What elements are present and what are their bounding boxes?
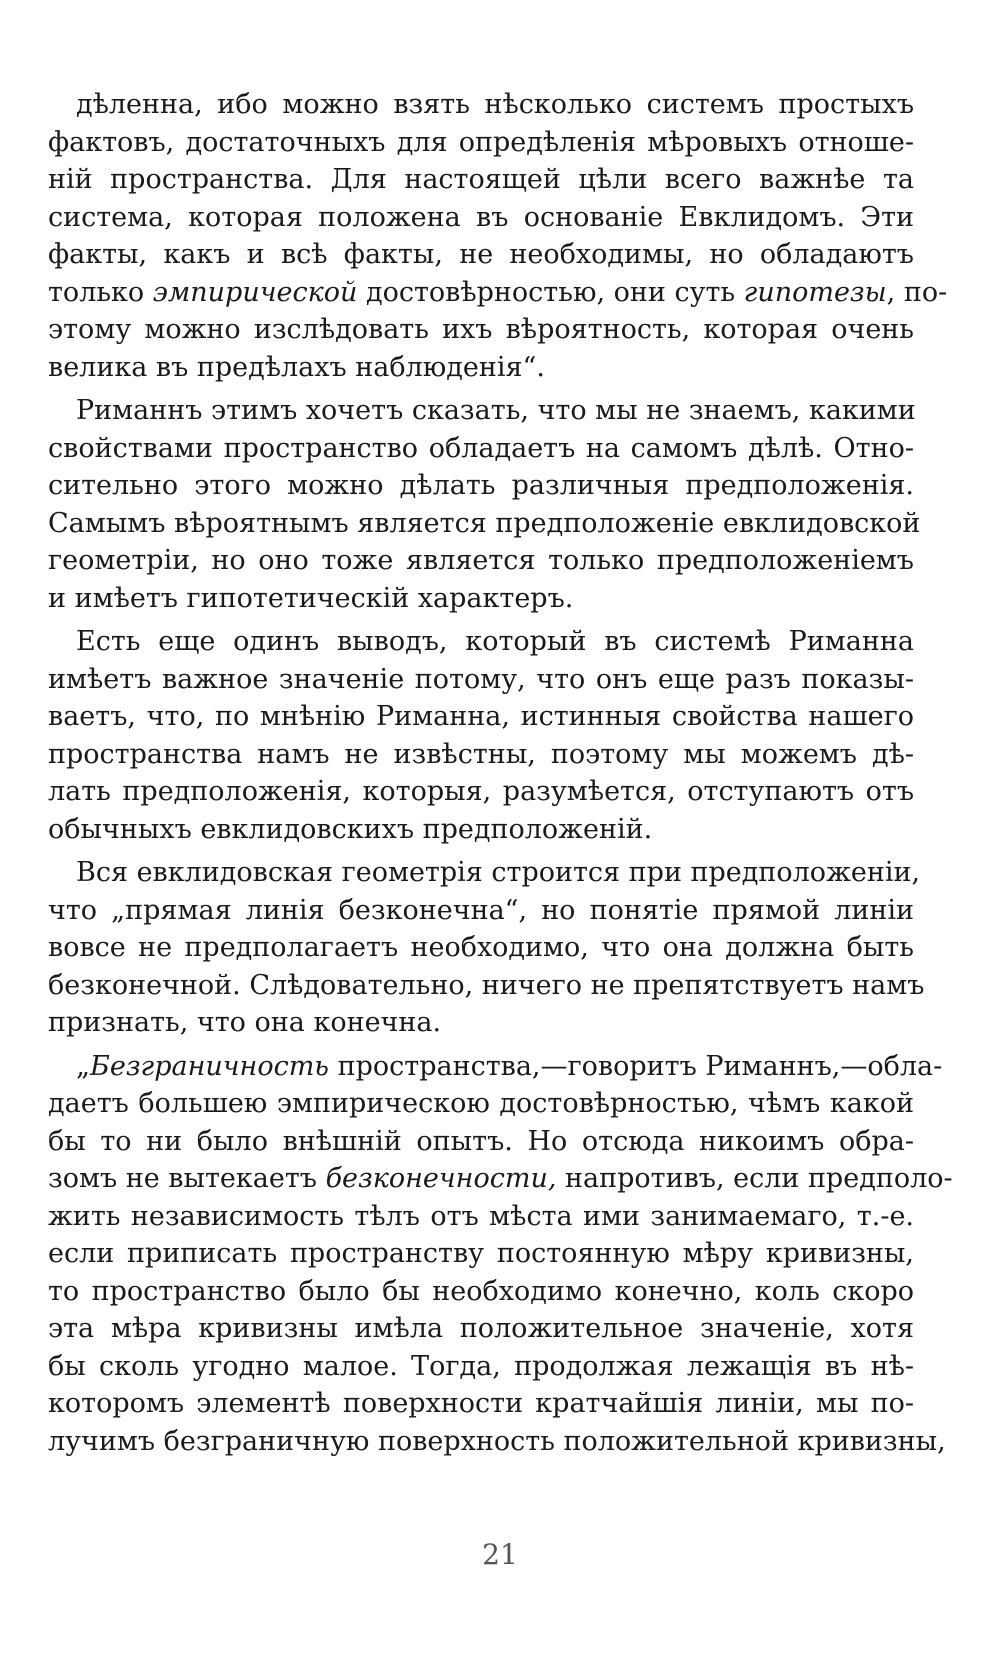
text-line: которомъ элементѣ поверхности кратчайшія линіи, мы по- bbox=[48, 1388, 914, 1419]
page-number: 21 bbox=[482, 1538, 518, 1571]
text-line: если приписать пространству постоянную мѣру кривизны, bbox=[48, 1238, 914, 1269]
text-line: эта мѣра кривизны имѣла положительное значеніе, хотя bbox=[48, 1313, 914, 1344]
text-line: жить независимость тѣлъ отъ мѣста ими занимаемаго, т.-е. bbox=[48, 1200, 914, 1232]
text-line: даетъ большею эмпирическою достовѣрностью, чѣмъ какой bbox=[48, 1088, 914, 1119]
text-line: Риманнъ этимъ хочетъ сказать, что мы не знаемъ, какими bbox=[76, 395, 916, 426]
paragraph bbox=[48, 392, 921, 617]
text-line: признать, что она конечна. bbox=[48, 1007, 442, 1038]
text-line: Есть еще одинъ выводъ, который въ системѣ Риманна bbox=[76, 626, 914, 657]
italic-emphasis: Безграничность bbox=[90, 1050, 330, 1082]
text-line: ній пространства. Для настоящей цѣли всего важнѣе та bbox=[48, 164, 914, 195]
text-line: бы то ни было внѣшній опытъ. Но отсюда никоимъ обра- bbox=[48, 1125, 914, 1157]
paragraph bbox=[48, 86, 948, 386]
text-line: система, которая положена въ основаніе Евклидомъ. Эти bbox=[48, 201, 914, 233]
text-line: пространства намъ не извѣстны, поэтому мы можемъ дѣ- bbox=[48, 738, 914, 770]
text-line: то пространство было бы необходимо конечно, коль скоро bbox=[48, 1275, 914, 1307]
paragraph bbox=[48, 854, 925, 1042]
text-line: лать предположенія, которыя, разумѣется, отступаютъ отъ bbox=[48, 776, 914, 807]
text-line: „Безграничность пространства,—говоритъ Риманнъ,—обла- bbox=[76, 1050, 943, 1082]
text-line: вовсе не предполагаетъ необходимо, что она должна быть bbox=[48, 932, 914, 963]
text-line: и имѣетъ гипотетическій характеръ. bbox=[48, 582, 574, 614]
italic-emphasis: безконечности, bbox=[325, 1163, 557, 1194]
text-line: имѣетъ важное значеніе потому, что онъ еще разъ показы- bbox=[48, 663, 914, 695]
page-body bbox=[48, 86, 953, 1460]
text-line: сительно этого можно дѣлать различныя предположенія. bbox=[48, 470, 914, 501]
paragraph bbox=[48, 623, 914, 848]
italic-emphasis: эмпирической bbox=[152, 276, 358, 308]
text-line: обычныхъ евклидовскихъ предположеній. bbox=[48, 813, 653, 845]
text-line: велика въ предѣлахъ наблюденія“. bbox=[48, 351, 545, 383]
italic-emphasis: гипотезы bbox=[743, 276, 887, 308]
text-line: геометріи, но оно тоже является только предположеніемъ bbox=[48, 545, 914, 576]
text-line: фактовъ, достаточныхъ для опредѣленія мѣровыхъ отноше- bbox=[48, 126, 914, 158]
text-line: ваетъ, что, по мнѣнію Риманна, истинныя свойства нашего bbox=[48, 701, 914, 732]
text-line: лучимъ безграничную поверхность положительной кривизны, bbox=[48, 1425, 946, 1457]
text-line: факты, какъ и всѣ факты, не необходимы, но обладаютъ bbox=[48, 239, 914, 270]
text-line: этому можно изслѣдовать ихъ вѣроятность, которая очень bbox=[48, 314, 914, 345]
text-line: Самымъ вѣроятнымъ является предположеніе евклидовской bbox=[48, 507, 921, 539]
paragraph bbox=[48, 1048, 953, 1461]
text-line: Вся евклидовская геометрія строится при предположеніи, bbox=[76, 857, 921, 888]
text-line: дѣленна, ибо можно взять нѣсколько системъ простыхъ bbox=[76, 89, 914, 120]
text-line: бы сколь угодно малое. Тогда, продолжая лежащія въ нѣ- bbox=[48, 1350, 914, 1382]
text-line: только эмпирической достовѣрностью, они суть гипотезы, по- bbox=[48, 276, 948, 308]
text-line: свойствами пространство обладаетъ на самомъ дѣлѣ. Отно- bbox=[48, 432, 914, 464]
text-line: зомъ не вытекаетъ безконечности, напротивъ, если предполо- bbox=[48, 1163, 953, 1194]
text-line: безконечной. Слѣдовательно, ничего не препятствуетъ намъ bbox=[48, 969, 925, 1001]
text-line: что „прямая линія безконечна“, но понятіе прямой линіи bbox=[48, 894, 914, 926]
